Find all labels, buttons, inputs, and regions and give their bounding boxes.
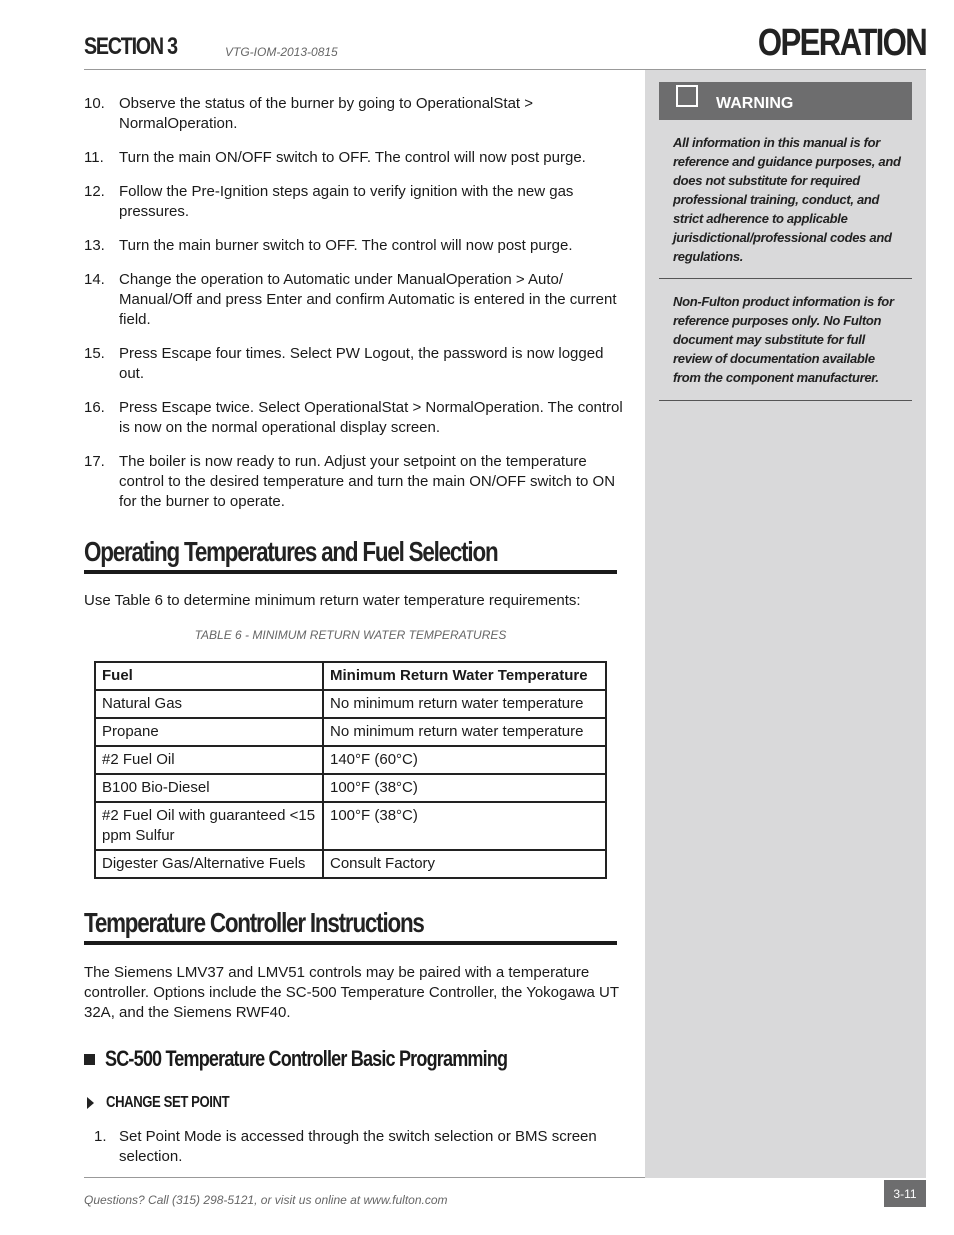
note-text: Non-Fulton product information is for reference purposes only. No Fulton document may substitute for full review of documentation available from the component manufacturer. xyxy=(673,294,894,385)
section-label: SECTION 3 xyxy=(84,33,177,60)
header-section xyxy=(84,33,197,61)
warning-checkbox-icon xyxy=(676,85,698,107)
table-row: Propane No minimum return water temperature xyxy=(95,718,606,746)
subheading-sc500: SC-500 Temperature Controller Basic Programming xyxy=(84,1046,596,1072)
footer-divider xyxy=(84,1177,645,1178)
table-caption: TABLE 6 - MINIMUM RETURN WATER TEMPERATURES xyxy=(194,628,507,642)
footer-text: Questions? Call (315) 298-5121, or visit us online at www.fulton.com xyxy=(84,1193,448,1207)
table-row: Natural Gas No minimum return water temperature xyxy=(95,690,606,718)
list-item: 10. Observe the status of the burner by going to OperationalStat > NormalOperation. xyxy=(84,95,534,132)
list-item: 13. Turn the main burner switch to OFF. The control will now post purge. xyxy=(84,237,573,254)
table-row: B100 Bio-Diesel 100°F (38°C) xyxy=(95,774,606,802)
warning-header xyxy=(659,82,912,120)
triangle-bullet-icon xyxy=(87,1097,94,1109)
controller-intro: The Siemens LMV37 and LMV51 controls may be paired with a temperature controller. Options include the SC-500 Temperature Controller, the Yokogawa UT 32A, and the Siemens RWF40. xyxy=(84,964,619,1021)
fuel-intro: Use Table 6 to determine minimum return water temperature requirements: xyxy=(84,592,581,609)
return-water-table xyxy=(94,661,607,879)
list-item: 12. Follow the Pre-Ignition steps again to verify ignition with the new gas pressures. xyxy=(84,183,574,220)
document-code: VTG-IOM-2013-0815 xyxy=(225,45,338,59)
list-item: 1. Set Point Mode is accessed through the switch selection or BMS screen selection. xyxy=(94,1128,597,1165)
page-title: OPERATION xyxy=(757,22,926,64)
page-number: 3-11 xyxy=(884,1180,926,1207)
list-item: 16. Press Escape twice. Select OperationalStat > NormalOperation. The control is now on the normal operational display screen. xyxy=(84,399,623,436)
subheading-change-set-point: CHANGE SET POINT xyxy=(84,1094,256,1112)
sidebar xyxy=(645,70,926,1178)
warning-label: WARNING xyxy=(716,95,794,112)
section-heading-controller: Temperature Controller Instructions xyxy=(84,907,617,945)
table-row: #2 Fuel Oil 140°F (60°C) xyxy=(95,746,606,774)
list-item: 15. Press Escape four times. Select PW Logout, the password is now logged out. xyxy=(84,345,604,382)
column-header: Fuel xyxy=(95,662,323,690)
list-item: 17. The boiler is now ready to run. Adjust your setpoint on the temperature control to the desired temperature and turn the main ON/OFF switch to ON for the burner to operate. xyxy=(84,453,616,510)
table-header-row xyxy=(95,662,606,690)
sidebar-divider xyxy=(659,400,912,401)
column-header: Minimum Return Water Temperature xyxy=(323,662,606,690)
section-heading-fuel: Operating Temperatures and Fuel Selection xyxy=(84,536,617,574)
list-item: 14. Change the operation to Automatic under ManualOperation > Auto/ Manual/Off and press Enter and confirm Automatic is entered in the current field. xyxy=(84,271,617,328)
list-item: 11. Turn the main ON/OFF switch to OFF. The control will now post purge. xyxy=(84,149,586,166)
warning-text: All information in this manual is for reference and guidance purposes, and does not substitute for required professional training, conduct, and strict adherence to applicable jurisdictional/professional codes and regulations. xyxy=(673,135,901,264)
sidebar-divider xyxy=(659,278,912,279)
table-row: Digester Gas/Alternative Fuels Consult Factory xyxy=(95,850,606,878)
table-row: #2 Fuel Oil with guaranteed <15 ppm Sulfur 100°F (38°C) xyxy=(95,802,606,850)
square-bullet-icon xyxy=(84,1054,95,1065)
procedure-steps xyxy=(84,94,624,526)
